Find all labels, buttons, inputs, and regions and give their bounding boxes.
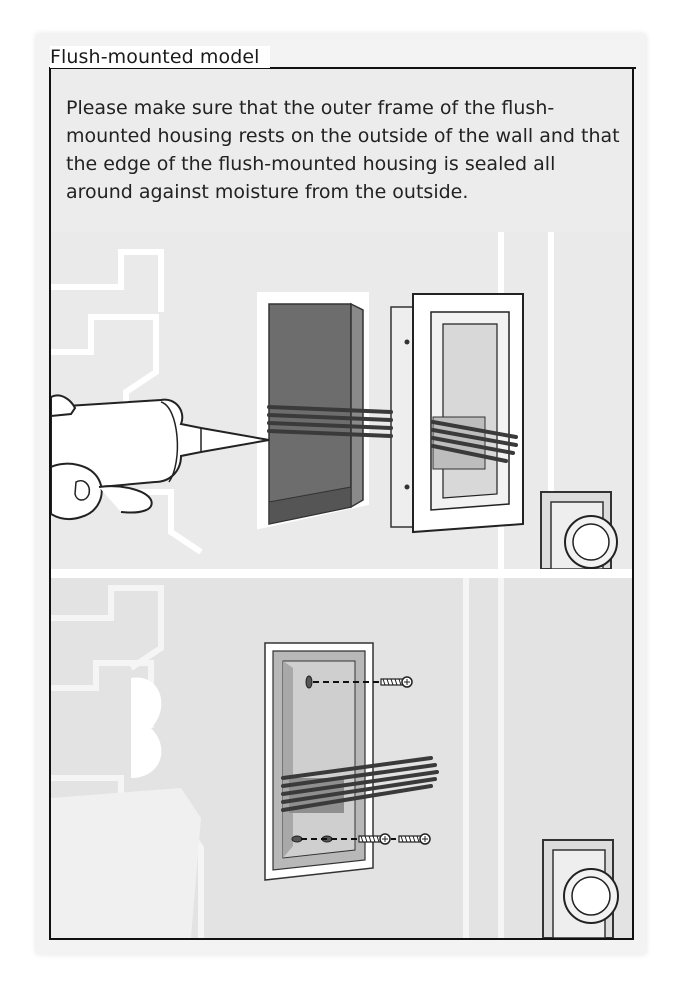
section-title: Flush-mounted model	[50, 46, 270, 68]
title-rule	[298, 67, 636, 69]
illustration-divider	[51, 569, 632, 578]
installed-housing	[265, 643, 373, 880]
instruction-text: Please make sure that the outer frame of the flush-mounted housing rests on the outside of the wall and that the edge of the flush-mounted housing is sealed all around against moisture from the outside.	[66, 97, 620, 203]
screw-bottom-left	[359, 834, 390, 844]
outer-frame	[391, 294, 523, 532]
door-knob	[541, 492, 617, 569]
screw-bottom-right	[399, 834, 430, 844]
sealant-illustration	[51, 232, 632, 569]
screw-top	[381, 677, 412, 687]
door-knob-bottom	[543, 840, 618, 938]
sealant-scene	[51, 232, 632, 569]
screw-scene	[51, 578, 632, 938]
screw-illustration	[51, 578, 632, 938]
